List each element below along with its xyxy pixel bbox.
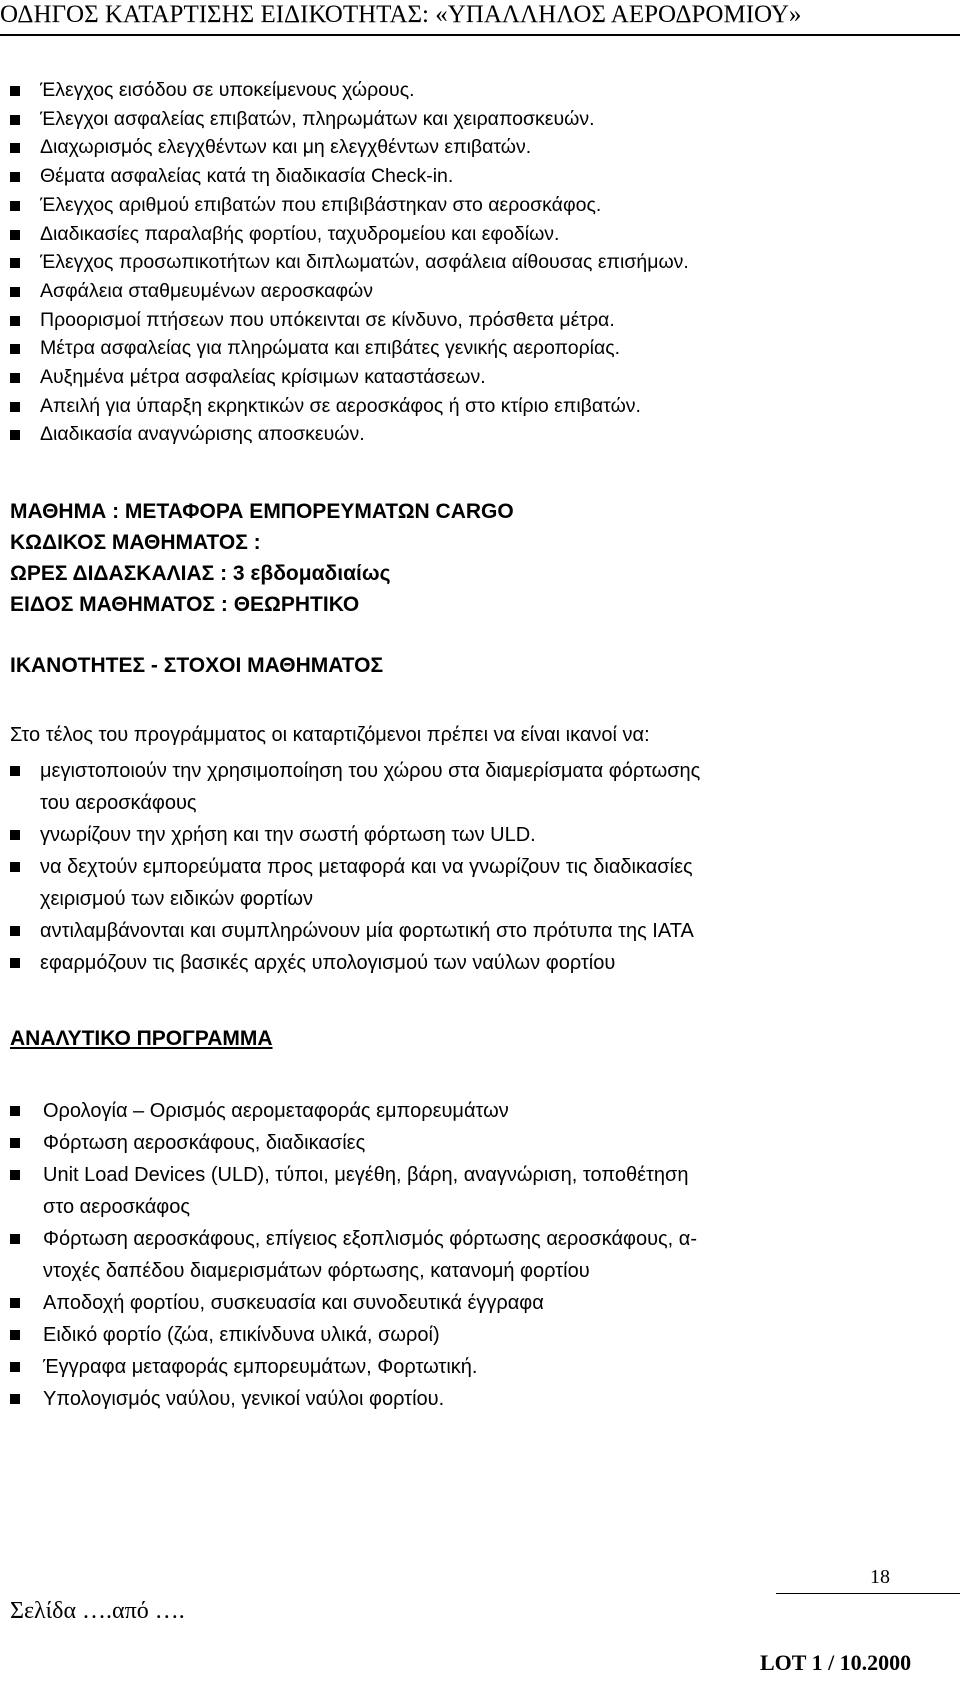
list-item [10, 420, 689, 449]
list-item [10, 162, 689, 191]
square-bullet-icon [10, 1106, 20, 1116]
square-bullet-icon [10, 344, 20, 354]
list-item [10, 1223, 697, 1287]
page-label: Σελίδα ….από …. [10, 1598, 185, 1624]
square-bullet-icon [10, 201, 20, 211]
list-item-continuation: ντοχές δαπέδου διαμερισμάτων φόρτωσης, κατανομή φορτίου [43, 1260, 590, 1282]
list-item-text: Μέτρα ασφαλείας για πληρώματα και επιβάτες γενικής αεροπορίας. [40, 337, 621, 360]
document-header: ΟΔΗΓΟΣ ΚΑΤΑΡΤΙΣΗΣ ΕΙΔΙΚΟΤΗΤΑΣ: «ΥΠΑΛΛΗΛΟΣ ΑΕΡΟΔΡΟΜΙΟΥ» [0, 1, 802, 28]
list-item-text: Έλεγχοι ασφαλείας επιβατών, πληρωμάτων και χειραποσκευών. [40, 107, 595, 130]
square-bullet-icon [10, 1394, 20, 1404]
list-item-text: Φόρτωση αεροσκάφους, διαδικασίες [43, 1132, 366, 1154]
square-bullet-icon [10, 1362, 20, 1372]
square-bullet-icon [10, 1330, 20, 1340]
square-bullet-icon [10, 172, 20, 182]
list-item-continuation: στο αεροσκάφος [43, 1196, 191, 1218]
list-item-text: Διαδικασία αναγνώρισης αποσκευών. [40, 423, 365, 446]
list-item-text: Unit Load Devices (ULD), τύποι, μεγέθη, βάρη, αναγνώριση, τοποθέτηση [43, 1164, 689, 1186]
square-bullet-icon [10, 926, 20, 936]
square-bullet-icon [10, 830, 20, 840]
list-item [10, 220, 689, 249]
list-item [10, 1127, 697, 1159]
list-item [10, 248, 689, 277]
list-item [10, 1351, 697, 1383]
list-item-text: Υπολογισμός ναύλου, γενικοί ναύλοι φορτίου. [43, 1388, 445, 1410]
square-bullet-icon [10, 1234, 20, 1244]
square-bullet-icon [10, 86, 20, 96]
list-item [10, 363, 689, 392]
skills-list [10, 755, 700, 979]
square-bullet-icon [10, 316, 20, 326]
square-bullet-icon [10, 115, 20, 125]
list-item [10, 277, 689, 306]
page-number: 18 [870, 1566, 890, 1588]
list-item [10, 1319, 697, 1351]
list-item-text: Ορολογία – Ορισμός αερομεταφοράς εμπορευμάτων [43, 1100, 509, 1122]
course-title: ΜΑΘΗΜΑ : ΜΕΤΑΦΟΡΑ ΕΜΠΟΡΕΥΜΑΤΩΝ CARGO [10, 500, 514, 523]
list-item-text: Προορισμοί πτήσεων που υπόκεινται σε κίνδυνο, πρόσθετα μέτρα. [40, 308, 615, 331]
list-item [10, 947, 700, 979]
list-item [10, 306, 689, 335]
list-item [10, 819, 700, 851]
list-item-text: γνωρίζουν την χρήση και την σωστή φόρτωση των ULD. [40, 824, 536, 846]
lot-label: LOT 1 / 10.2000 [760, 1650, 912, 1675]
square-bullet-icon [10, 862, 20, 872]
list-item-text: Διαχωρισμός ελεγχθέντων και μη ελεγχθέντων επιβατών. [40, 136, 532, 159]
list-item [10, 133, 689, 162]
square-bullet-icon [10, 430, 20, 440]
program-heading: ΑΝΑΛΥΤΙΚΟ ΠΡΟΓΡΑΜΜΑ [10, 1027, 273, 1050]
list-item [10, 105, 689, 134]
square-bullet-icon [10, 230, 20, 240]
list-item [10, 392, 689, 421]
list-item [10, 1287, 697, 1319]
list-item [10, 191, 689, 220]
list-item-text: Φόρτωση αεροσκάφους, επίγειος εξοπλισμός φόρτωσης αεροσκάφους, α- [43, 1228, 698, 1250]
skills-intro: Στο τέλος του προγράμματος οι καταρτιζόμενοι πρέπει να είναι ικανοί να: [10, 724, 650, 746]
list-item-text: Έγγραφα μεταφοράς εμπορευμάτων, Φορτωτική. [43, 1356, 478, 1378]
list-item-text: Διαδικασίες παραλαβής φορτίου, ταχυδρομείου και εφοδίων. [40, 222, 560, 245]
list-item [10, 755, 700, 819]
program-list [10, 1095, 697, 1415]
square-bullet-icon [10, 766, 20, 776]
list-item-text: Αυξημένα μέτρα ασφαλείας κρίσιμων καταστάσεων. [40, 366, 486, 389]
list-item-text: Ασφάλεια σταθμευμένων αεροσκαφών [40, 279, 374, 302]
list-item-text: Θέματα ασφαλείας κατά τη διαδικασία Check-in. [40, 165, 454, 188]
list-item-text: Αποδοχή φορτίου, συσκευασία και συνοδευτικά έγγραφα [43, 1292, 544, 1314]
square-bullet-icon [10, 958, 20, 968]
course-hours: ΩΡΕΣ ΔΙΔΑΣΚΑΛΙΑΣ : 3 εβδομαδιαίως [10, 562, 391, 585]
list-item-text: Έλεγχος προσωπικοτήτων και διπλωματών, ασφάλεια αίθουσας επισήμων. [40, 251, 689, 274]
list-item-text: εφαρμόζουν τις βασικές αρχές υπολογισμού των ναύλων φορτίου [40, 952, 616, 974]
list-item [10, 1095, 697, 1127]
list-item [10, 334, 689, 363]
square-bullet-icon [10, 1138, 20, 1148]
list-item [10, 76, 689, 105]
list-item-continuation: του αεροσκάφους [40, 792, 197, 814]
course-code: ΚΩΔΙΚΟΣ ΜΑΘΗΜΑΤΟΣ : [10, 531, 261, 554]
header-rule [0, 34, 960, 36]
square-bullet-icon [10, 402, 20, 412]
list-item-text: Έλεγχος εισόδου σε υποκείμενους χώρους. [40, 79, 415, 101]
square-bullet-icon [10, 1170, 20, 1180]
skills-heading: ΙΚΑΝΟΤΗΤΕΣ - ΣΤΟΧΟΙ ΜΑΘΗΜΑΤΟΣ [10, 654, 384, 677]
security-topics-list [10, 76, 689, 449]
square-bullet-icon [10, 258, 20, 268]
list-item-text: να δεχτούν εμπορεύματα προς μεταφορά και να γνωρίζουν τις διαδικασίες [40, 856, 693, 878]
list-item [10, 1159, 697, 1223]
square-bullet-icon [10, 373, 20, 383]
list-item-text: μεγιστοποιούν την χρησιμοποίηση του χώρου στα διαμερίσματα φόρτωσης [40, 760, 701, 782]
list-item-text: αντιλαμβάνονται και συμπληρώνουν μία φορτωτική στο πρότυπα της ΙΑΤΑ [40, 920, 694, 942]
course-type: ΕΙΔΟΣ ΜΑΘΗΜΑΤΟΣ : ΘΕΩΡΗΤΙΚΟ [10, 593, 360, 616]
footer-rule [776, 1593, 960, 1594]
list-item-continuation: χειρισμού των ειδικών φορτίων [40, 888, 313, 910]
list-item [10, 851, 700, 915]
list-item [10, 1383, 697, 1415]
list-item [10, 915, 700, 947]
list-item-text: Απειλή για ύπαρξη εκρηκτικών σε αεροσκάφος ή στο κτίριο επιβατών. [40, 394, 641, 417]
list-item-text: Ειδικό φορτίο (ζώα, επικίνδυνα υλικά, σωροί) [43, 1324, 440, 1346]
square-bullet-icon [10, 1298, 20, 1308]
square-bullet-icon [10, 143, 20, 153]
list-item-text: Έλεγχος αριθμού επιβατών που επιβιβάστηκαν στο αεροσκάφος. [40, 193, 602, 216]
square-bullet-icon [10, 287, 20, 297]
